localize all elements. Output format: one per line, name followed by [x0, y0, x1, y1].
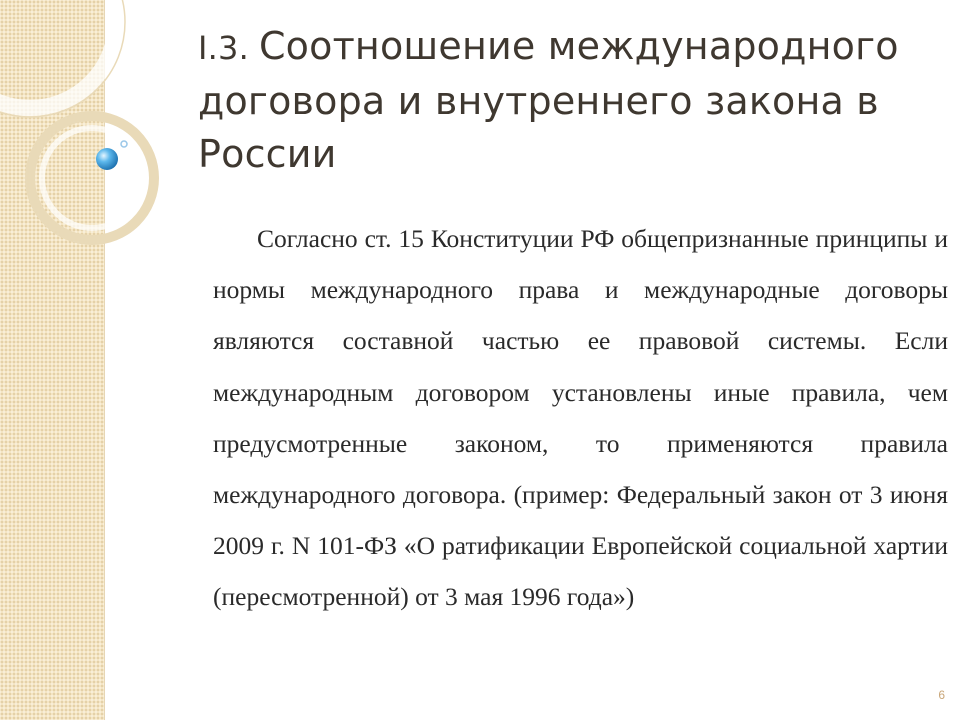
slide-title — [198, 20, 918, 181]
small-ring — [30, 116, 154, 240]
large-ring — [0, 0, 116, 108]
title-number: I.3. — [198, 29, 249, 67]
body-paragraph: Согласно ст. 15 Конституции РФ общепризнанные принципы и нормы международного права и международные договоры являются составной частью ее правовой системы. Если международным договором установлены иные правила, чем предусмотренные законом, то применяются правила международного договора. (пример: Федеральный закон от 3 июня 2009 г. N 101-ФЗ «О ратификации Европейской социальной хартии (пересмотренной) от 3 мая 1996 года») — [213, 224, 948, 612]
page-number: 6 — [938, 688, 945, 702]
blue-bullet-icon — [96, 148, 118, 170]
title-text: Соотношение международного договора и внутреннего закона в России — [198, 24, 899, 176]
